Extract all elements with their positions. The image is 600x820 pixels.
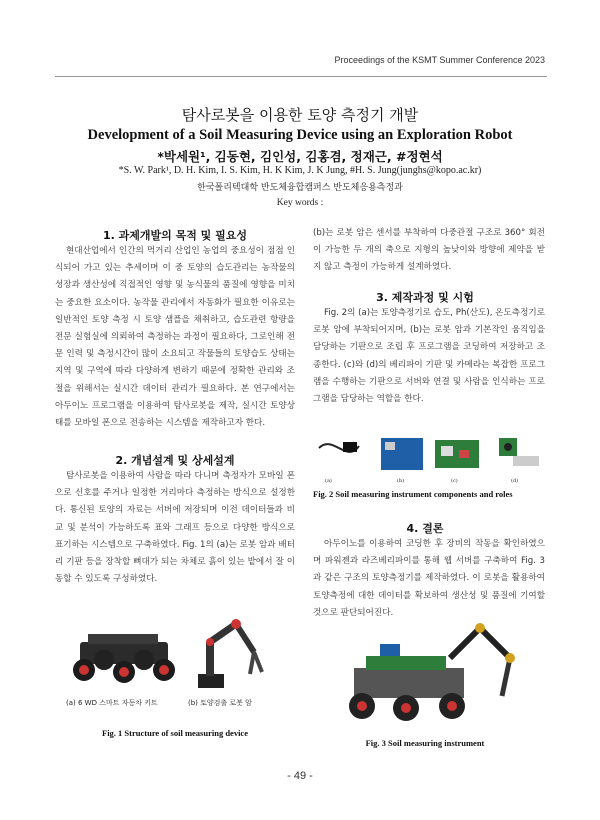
- six-wheel-chassis-image: [73, 634, 175, 683]
- robot-arm-image: [198, 619, 262, 688]
- section-3-heading: 3. 제작과정 및 시험: [376, 291, 474, 304]
- figure-1-illustration: [58, 612, 298, 712]
- figure-1a-label: (a) 6 WD 스마트 자동차 키트: [66, 699, 158, 707]
- figure-2-caption: Fig. 2 Soil measuring instrument components and roles: [313, 489, 513, 499]
- figure-3-caption: Fig. 3 Soil measuring instrument: [365, 738, 485, 748]
- title-english: Development of a Soil Measuring Device using an Exploration Robot: [87, 127, 513, 143]
- section-2-body: [55, 468, 295, 588]
- section-3-paragraph: Fig. 2의 (a)는 토양측정기로 습도, Ph(산도), 온도측정기로 로봇 암에 부착되어지며, (b)는 로봇 암과 기본작인 움직임을 담당하는 기판으로 조립 후 프로그램을 코딩하여 저장하고 조종한다. (c)와 (d)의 베리파이 기판 및 카메라는 복잡한 프로그램을 수행하는 기판으로 서버와 연결 및 사람을 인식하는 프로그램을 담당하는 역할을 한다.: [313, 308, 545, 405]
- authors-english: *S. W. Park¹, D. H. Kim, I. S. Kim, H. K Kim, J. K Jung, #H. S. Jung(junghs@kopo.ac.kr): [118, 165, 482, 176]
- assembled-robot-image: [349, 623, 515, 721]
- figure-2d-label: (d): [511, 478, 519, 484]
- authors-korean: *박세원¹, 김동현, 김인성, 김홍겸, 정재근, #정현석: [157, 149, 443, 164]
- figure-1-caption: Fig. 1 Structure of soil measuring device: [102, 728, 248, 738]
- header-rule: [55, 76, 547, 77]
- title-korean: 탐사로봇을 이용한 토양 측정기 개발: [181, 106, 419, 124]
- figure-1b-label: (b) 토양검출 로봇 암: [188, 699, 252, 707]
- camera-module-image: [499, 438, 539, 466]
- arduino-board-image: [381, 438, 423, 470]
- section-4-heading: 4. 결론: [406, 522, 444, 535]
- section-3-body: [313, 305, 545, 408]
- figure-3: [340, 618, 530, 730]
- section-4-body: [313, 536, 545, 622]
- affiliation: 한국폴리텍대학 반도체융합캠퍼스 반도체응용측정과: [197, 183, 403, 193]
- figure-2c-label: (c): [451, 478, 458, 484]
- section-2-paragraph: 탐사로봇을 이용하여 사람을 따라 다니며 측정자가 모바일 폰으로 신호를 주거나 일정한 거리마다 측정하는 방식으로 설정한다. 통신된 토양의 자료는 서버에 저장되며 이전 데이터들과 비교 및 분석이 가능하도록 표와 그래프 등으로 다양한 방식으로 표기하는 시스템으로 구축하였다. Fig. 1의 (a)는 로봇 암과 배터리 기판 등을 장착할 뼈대가 되는 차체로 흙이 있는 밭에서 잘 이동할 수 있도록 구성하였다.: [55, 471, 295, 585]
- figure-2a-label: (a): [325, 478, 332, 484]
- soil-sensor-image: [319, 442, 359, 452]
- section-2-right-paragraph: (b)는 로봇 암은 센서를 부착하여 다중관절 구조로 360° 회전이 가능한 두 개의 축으로 지형의 높낮이와 방향에 제약을 받지 않고 측정이 가능하게 설계하였다.: [313, 228, 545, 273]
- section-2-heading: 2. 개념설계 및 상세설계: [115, 454, 235, 467]
- figure-3-illustration: [340, 618, 530, 730]
- section-1-body: [55, 243, 295, 432]
- section-1-heading: 1. 과제개발의 목적 및 필요성: [102, 229, 248, 242]
- raspberry-pi-image: [435, 440, 479, 468]
- figure-2b-label: (b): [397, 478, 405, 484]
- figure-2-illustration: [313, 428, 545, 480]
- running-head: Proceedings of the KSMT Summer Conference 2023: [334, 55, 545, 65]
- keywords: Key words :: [276, 198, 324, 208]
- figure-1: [58, 612, 298, 712]
- section-4-paragraph: 아두이노를 이용하여 코딩한 후 장비의 작동을 확인하였으며 파워젠과 라즈베리파이를 통해 웹 서버를 구축하여 Fig. 3과 같은 구조의 토양측정기를 제작하였다. 이 로봇을 활용하여 토양측정에 대한 데이터를 확보하여 생산성 및 품질에 기여할 것으로 판단되어진다.: [313, 539, 545, 618]
- page-number: - 49 -: [287, 770, 313, 782]
- section-2-continued: [313, 225, 545, 277]
- figure-2: [313, 428, 545, 488]
- section-1-paragraph: 현대산업에서 인간의 먹거리 산업인 농업의 중요성이 점점 인식되어 가고 있는 추세이며 이 중 토양의 습도관리는 농작물의 성장과 생산성에 직접적인 영향 및 농식물의 품질에 영향을 미치는 중요한 요소이다. 농작물 관리에서 자동화가 필요한 이유로는 일반적인 토양 측정 시 토양 샘플을 채취하고, 습도관련 항량을 전문 실험실에 의뢰하여 측정하는 과정이 필요하다, 그로인해 전문 인력 및 측정시간이 많이 소요되고 작물들의 토양습도 상태는 지역 및 구역에 따라 다양하게 변하기 때문에 정확한 관리와 조절을 위해서는 실시간 데이터 관리가 필요하다. 본 연구에서는 아두이노 프로그램을 이용하여 탐사로봇을 제작, 실시간 토양상태를 모바일 폰으로 전송하는 시스템을 제작하고자 한다.: [55, 246, 295, 429]
